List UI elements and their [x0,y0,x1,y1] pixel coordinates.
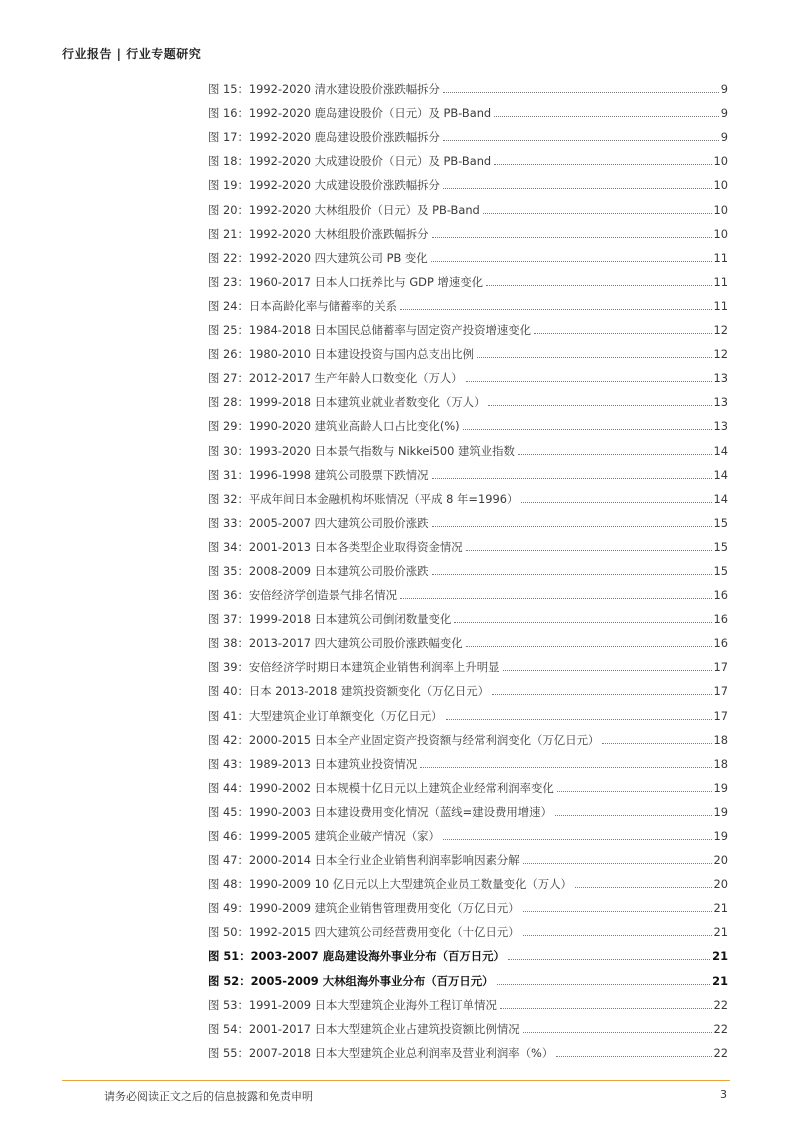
toc-dot-leader [466,646,712,647]
toc-entry-page: 16 [713,588,728,603]
toc-entry[interactable] [208,73,728,97]
toc-dot-leader [466,381,712,382]
toc-entry[interactable] [208,266,728,290]
toc-entry-page: 17 [713,708,728,723]
toc-dot-leader [443,92,719,93]
toc-dot-leader [534,333,711,334]
toc-entry-label: 图 45：1990-2003 日本建设费用变化情况（蓝线=建设费用增速） [208,804,552,819]
toc-dot-leader [494,116,719,117]
toc-entry[interactable] [208,290,728,314]
toc-entry-page: 13 [713,419,728,434]
toc-dot-leader [443,188,712,189]
toc-entry-page: 13 [713,371,728,386]
toc-entry-page: 20 [713,877,728,892]
toc-entry-page: 12 [713,323,728,338]
toc-entry[interactable] [208,242,728,266]
toc-dot-leader [431,261,712,262]
footer-disclaimer: 请务必阅读正文之后的信息披露和免责申明 [104,1090,313,1103]
toc-entry-label: 图 49：1990-2009 建筑企业销售管理费用变化（万亿日元） [208,901,520,916]
toc-entry-page: 22 [713,1045,728,1060]
table-of-figures [208,73,728,1061]
toc-entry[interactable] [208,434,728,458]
toc-entry-page: 20 [713,853,728,868]
toc-entry-label: 图 28：1999-2018 日本建筑业就业者数变化（万人） [208,395,486,410]
toc-entry-label: 图 46：1999-2005 建筑企业破产情况（家） [208,829,440,843]
toc-entry[interactable] [208,796,728,820]
toc-entry[interactable] [208,218,728,242]
toc-entry[interactable] [208,338,728,362]
toc-entry-page: 9 [720,106,728,121]
toc-entry-label: 图 36：安倍经济学创造景气排名情况 [208,588,397,603]
toc-entry-label: 图 44：1990-2002 日本规模十亿日元以上建筑企业经常利润率变化 [208,780,554,795]
toc-entry-label: 图 42：2000-2015 日本全产业固定资产投资额与经常利润变化（万亿日元） [208,732,600,747]
toc-entry[interactable] [208,362,728,386]
toc-entry-page: 17 [713,684,728,699]
toc-entry-page: 11 [713,274,728,289]
toc-entry[interactable] [208,483,728,507]
toc-entry-label: 图 40：日本 2013-2018 建筑投资额变化（万亿日元） [208,684,490,699]
toc-entry[interactable] [208,844,728,868]
toc-dot-leader [575,887,712,888]
toc-entry-label: 图 23：1960-2017 日本人口抚养比与 GDP 增速变化 [208,274,484,289]
toc-entry-label: 图 22：1992-2020 四大建筑公司 PB 变化 [208,250,428,265]
toc-dot-leader [523,863,712,864]
toc-entry-label: 图 47：2000-2014 日本全行业企业销售利润率影响因素分解 [208,853,520,868]
toc-dot-leader [494,164,711,165]
toc-entry[interactable] [208,699,728,723]
toc-entry-label: 图 37：1999-2018 日本建筑公司倒闭数量变化 [208,612,452,627]
toc-dot-leader [486,285,711,286]
toc-dot-leader [483,213,712,214]
toc-entry[interactable] [208,820,728,844]
toc-entry[interactable] [208,964,728,988]
toc-entry[interactable] [208,579,728,603]
toc-entry[interactable] [208,748,728,772]
toc-entry-label: 图 29：1990-2020 建筑业高龄人口占比变化(%) [208,419,460,434]
page-number: 3 [720,1088,727,1101]
report-header: 行业报告 | 行业专题研究 [62,47,202,61]
toc-entry[interactable] [208,772,728,796]
toc-entry-page: 17 [713,660,728,675]
toc-entry-label: 图 43：1989-2013 日本建筑业投资情况 [208,756,418,771]
toc-dot-leader [477,357,711,358]
toc-dot-leader [518,454,712,455]
toc-entry-label: 图 35：2008-2009 日本建筑公司股价涨跌 [208,563,429,578]
toc-entry-page: 21 [713,925,728,940]
toc-entry-page: 10 [713,226,728,241]
toc-entry-page: 21 [712,973,728,988]
toc-entry[interactable] [208,940,728,964]
toc-dot-leader [523,935,712,936]
toc-entry-label: 图 54：2001-2017 日本大型建筑企业占建筑投资额比例情况 [208,1021,520,1036]
footer-divider [62,1080,730,1081]
toc-dot-leader [500,1008,712,1009]
toc-entry[interactable] [208,892,728,916]
toc-dot-leader [432,237,712,238]
toc-entry[interactable] [208,989,728,1013]
toc-entry-page: 21 [713,901,728,916]
toc-entry-label: 图 25：1984-2018 日本国民总储蓄率与固定资产投资增速变化 [208,323,532,338]
toc-dot-leader [466,550,712,551]
toc-entry-label: 图 31：1996-1998 建筑公司股票下跌情况 [208,467,429,482]
toc-entry-label: 图 48：1990-2009 10 亿日元以上大型建筑企业员工数量变化（万人） [208,877,572,892]
toc-entry-page: 11 [713,298,728,313]
toc-dot-leader [557,791,712,792]
toc-entry-label: 图 15：1992-2020 清水建设股价涨跌幅拆分 [208,82,440,97]
toc-dot-leader [523,1032,712,1033]
toc-entry-page: 16 [713,636,728,651]
toc-entry-page: 19 [713,780,728,795]
toc-entry-page: 14 [713,467,728,482]
toc-dot-leader [556,1056,711,1057]
toc-dot-leader [497,984,711,985]
toc-entry-page: 10 [713,154,728,169]
toc-entry-page: 9 [720,82,728,97]
toc-entry-label: 图 16：1992-2020 鹿岛建设股价（日元）及 PB-Band [208,106,492,121]
toc-entry-label: 图 53：1991-2009 日本大型建筑企业海外工程订单情况 [208,997,497,1012]
toc-dot-leader [463,429,712,430]
toc-dot-leader [400,598,712,599]
toc-entry-page: 10 [713,178,728,193]
toc-entry-label: 图 21：1992-2020 大林组股价涨跌幅拆分 [208,226,429,241]
toc-entry[interactable] [208,145,728,169]
toc-dot-leader [400,309,712,310]
toc-entry[interactable] [208,627,728,651]
toc-dot-leader [443,839,712,840]
toc-entry[interactable] [208,169,728,193]
toc-entry[interactable] [208,97,728,121]
toc-entry-page: 19 [713,829,728,843]
toc-entry[interactable] [208,868,728,892]
toc-entry-label: 图 34：2001-2013 日本各类型企业取得资金情况 [208,539,463,554]
toc-dot-leader [443,140,719,141]
toc-entry-label: 图 50：1992-2015 四大建筑公司经营费用变化（十亿日元） [208,925,520,940]
toc-dot-leader [420,767,711,768]
toc-entry[interactable] [208,386,728,410]
toc-dot-leader [488,405,711,406]
toc-dot-leader [508,959,710,960]
toc-entry-label: 图 33：2005-2007 四大建筑公司股价涨跌 [208,515,429,530]
toc-entry[interactable] [208,603,728,627]
toc-dot-leader [492,694,711,695]
toc-dot-leader [446,719,712,720]
toc-entry[interactable] [208,1037,728,1061]
toc-entry-label: 图 38：2013-2017 四大建筑公司股价涨跌幅变化 [208,636,463,651]
toc-entry-page: 10 [713,202,728,217]
toc-entry-label: 图 18：1992-2020 大成建设股价（日元）及 PB-Band [208,154,492,169]
toc-entry-label: 图 26：1980-2010 日本建设投资与国内总支出比例 [208,347,475,362]
toc-entry-label: 图 24：日本高龄化率与储蓄率的关系 [208,298,397,313]
toc-entry-page: 22 [713,997,728,1012]
toc-entry-page: 15 [713,515,728,530]
toc-entry-label: 图 32：平成年间日本金融机构坏账情况（平成 8 年=1996） [208,491,519,506]
toc-entry-page: 19 [713,804,728,819]
toc-entry-page: 15 [713,539,728,554]
toc-dot-leader [432,574,712,575]
toc-entry-page: 22 [713,1021,728,1036]
toc-entry[interactable] [208,724,728,748]
toc-entry-page: 15 [713,563,728,578]
toc-dot-leader [602,743,711,744]
toc-entry[interactable] [208,121,728,145]
toc-dot-leader [432,526,712,527]
toc-entry-label: 图 19：1992-2020 大成建设股价涨跌幅拆分 [208,178,440,193]
toc-entry-page: 18 [713,732,728,747]
toc-entry-label: 图 41：大型建筑企业订单额变化（万亿日元） [208,708,443,723]
toc-entry-label: 图 39：安倍经济学时期日本建筑企业销售利润率上升明显 [208,660,500,675]
toc-entry-label: 图 55：2007-2018 日本大型建筑企业总利润率及营业利润率（%） [208,1045,554,1060]
toc-dot-leader [454,622,711,623]
toc-dot-leader [503,670,712,671]
toc-dot-leader [432,478,712,479]
toc-entry[interactable] [208,1013,728,1037]
toc-entry-page: 14 [713,491,728,506]
toc-dot-leader [555,815,712,816]
toc-entry[interactable] [208,193,728,217]
toc-entry[interactable] [208,410,728,434]
toc-entry[interactable] [208,507,728,531]
toc-entry-label: 图 27：2012-2017 生产年龄人口数变化（万人） [208,371,463,386]
toc-entry-label: 图 30：1993-2020 日本景气指数与 Nikkei500 建筑业指数 [208,443,515,458]
toc-entry-label: 图 20：1992-2020 大林组股价（日元）及 PB-Band [208,202,480,217]
toc-entry[interactable] [208,531,728,555]
toc-entry[interactable] [208,916,728,940]
toc-entry[interactable] [208,314,728,338]
toc-entry[interactable] [208,675,728,699]
toc-dot-leader [521,502,711,503]
toc-entry-page: 14 [713,443,728,458]
toc-entry-label: 图 52：2005-2009 大林组海外事业分布（百万日元） [208,973,494,988]
toc-entry-page: 9 [720,130,728,145]
toc-entry-label: 图 17：1992-2020 鹿岛建设股价涨跌幅拆分 [208,130,440,145]
toc-entry-page: 16 [713,612,728,627]
toc-entry-label: 图 51：2003-2007 鹿岛建设海外事业分布（百万日元） [208,949,505,964]
toc-entry[interactable] [208,459,728,483]
toc-entry-page: 21 [712,949,728,964]
toc-entry[interactable] [208,555,728,579]
toc-entry[interactable] [208,651,728,675]
toc-dot-leader [523,911,712,912]
toc-entry-page: 13 [713,395,728,410]
toc-entry-page: 11 [713,250,728,265]
toc-entry-page: 12 [713,347,728,362]
toc-entry-page: 18 [713,756,728,771]
